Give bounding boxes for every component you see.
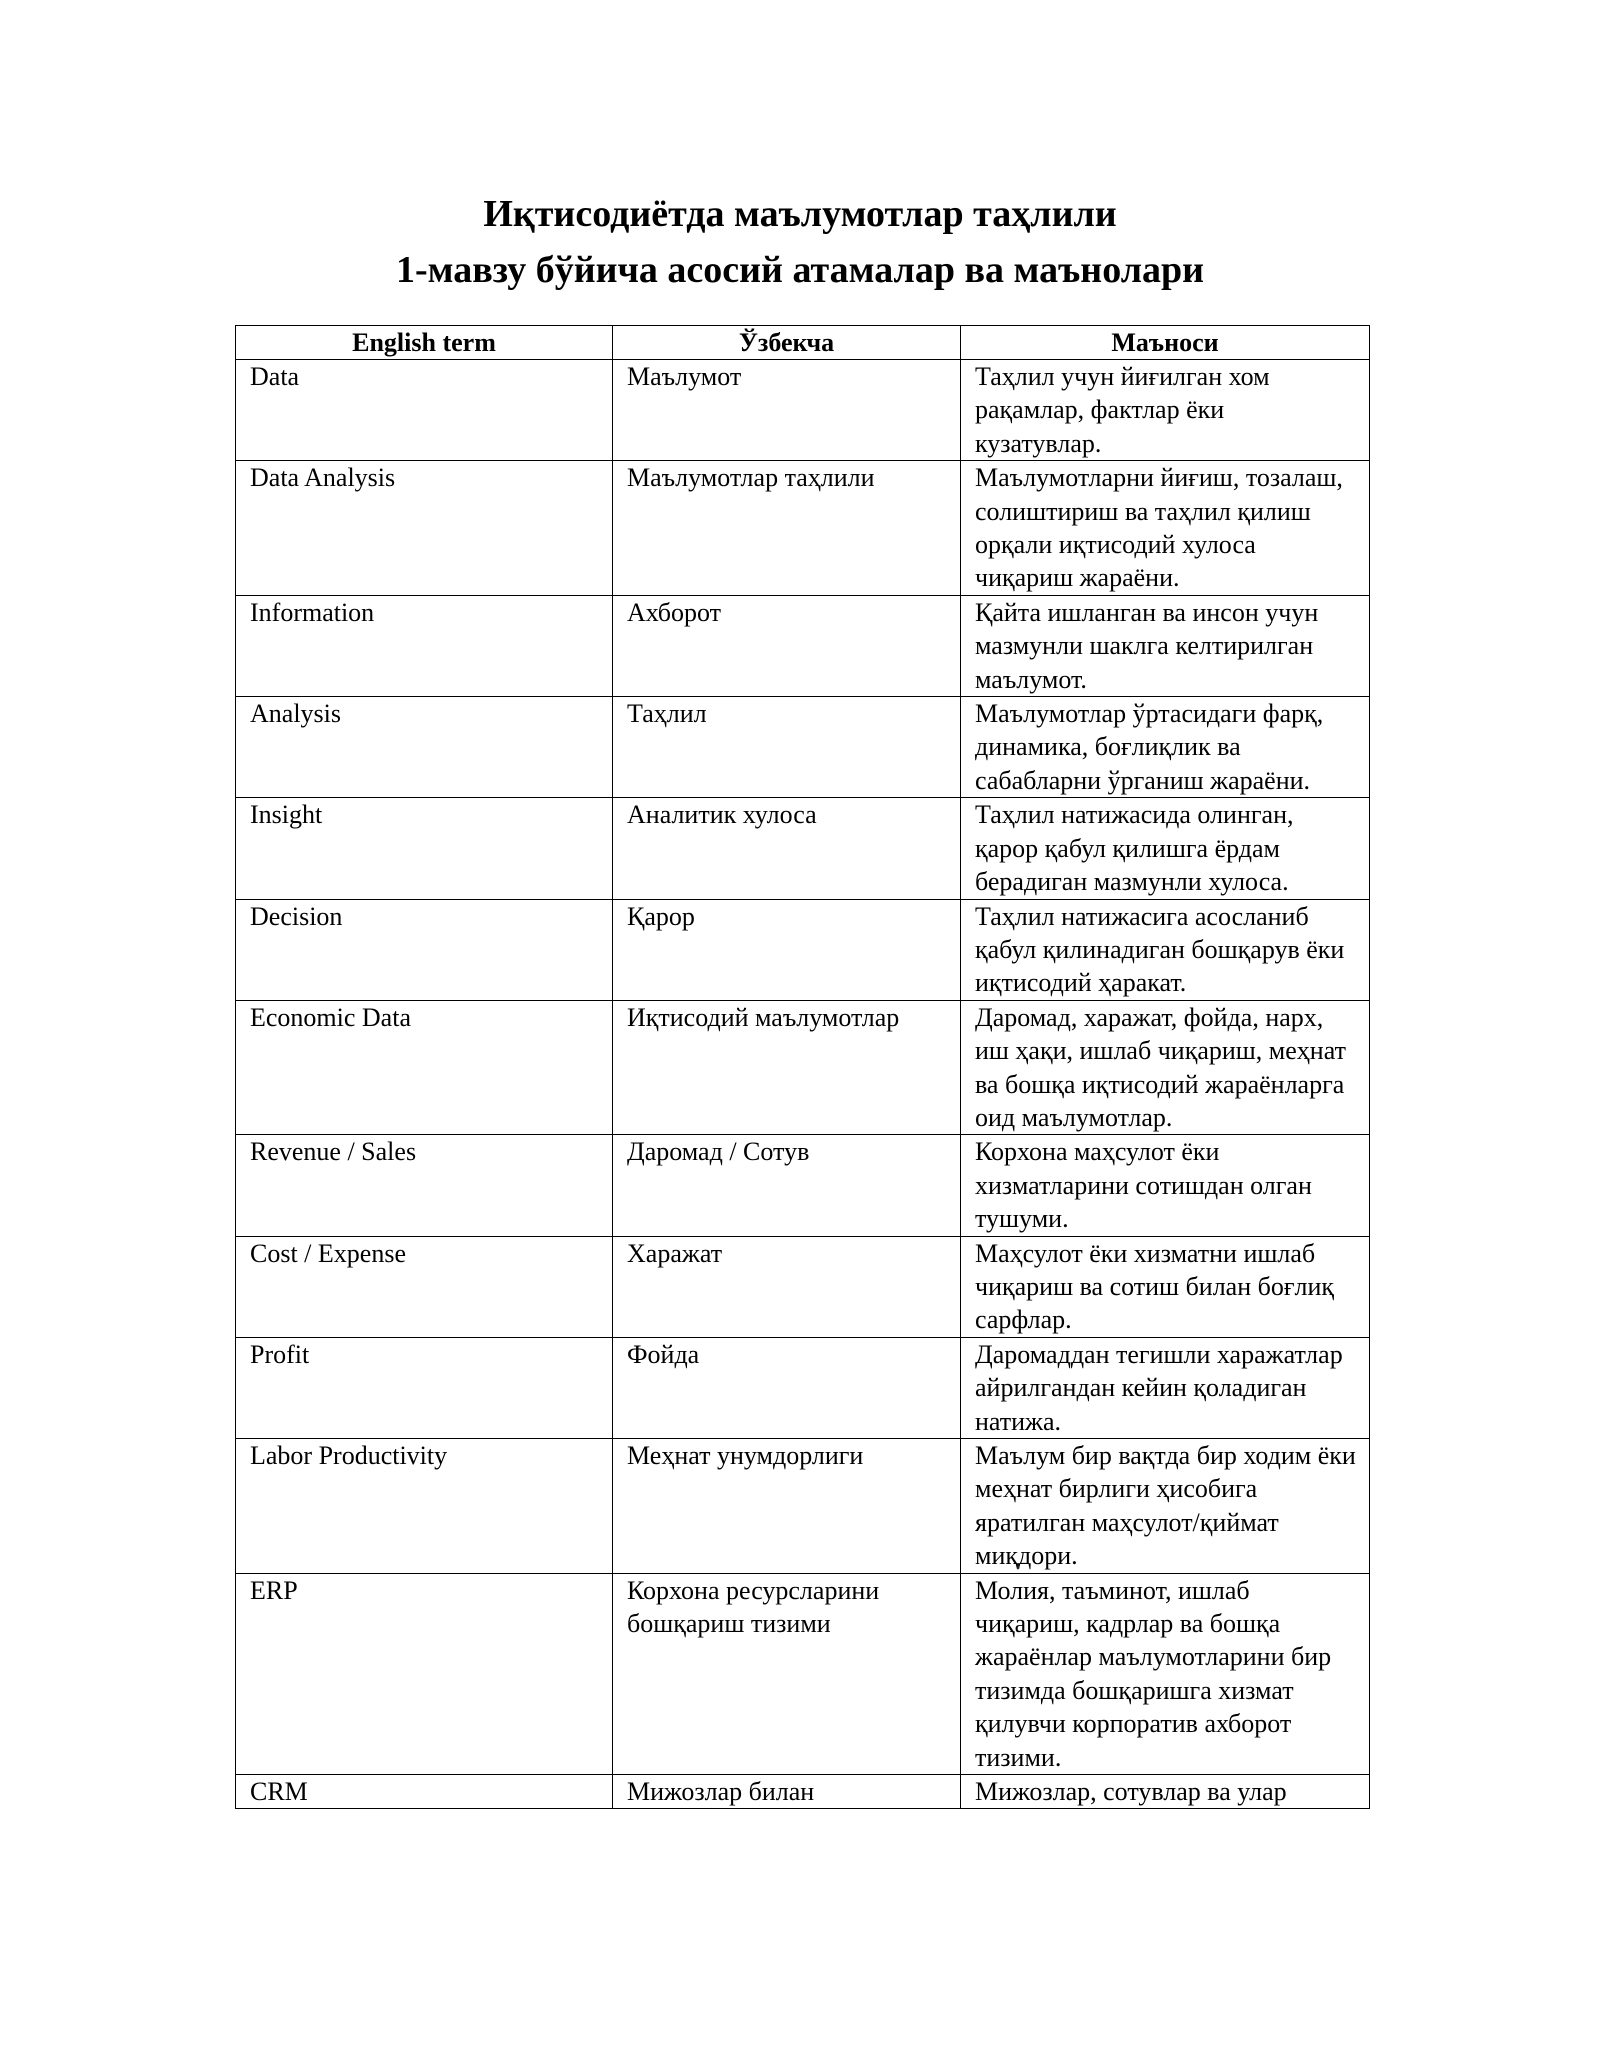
english-term-cell: Economic Data <box>236 1000 613 1135</box>
uzbek-term-cell: Фойда <box>613 1337 961 1438</box>
english-term-cell: Data <box>236 360 613 461</box>
meaning-cell: Даромад, харажат, фойда, нарх, иш ҳақи, ишлаб чиқариш, меҳнат ва бошқа иқтисодий жараёнларга оид маълумотлар. <box>961 1000 1370 1135</box>
english-term-cell: Insight <box>236 798 613 899</box>
meaning-cell: Мижозлар, сотувлар ва улар <box>961 1775 1370 1809</box>
english-term-cell: CRM <box>236 1775 613 1809</box>
table-row <box>236 461 1370 596</box>
english-term-cell: Revenue / Sales <box>236 1135 613 1236</box>
meaning-cell: Корхона маҳсулот ёки хизматларини сотишдан олган тушуми. <box>961 1135 1370 1236</box>
table-row <box>236 1337 1370 1438</box>
uzbek-term-cell: Қарор <box>613 899 961 1000</box>
english-term-cell: Labor Productivity <box>236 1439 613 1574</box>
meaning-cell: Молия, таъминот, ишлаб чиқариш, кадрлар ва бошқа жараёнлар маълумотларини бир тизимда бошқаришга хизмат қилувчи корпоратив ахборот тизими. <box>961 1573 1370 1774</box>
uzbek-term-cell: Ахборот <box>613 595 961 696</box>
table-row <box>236 595 1370 696</box>
english-term-cell: Analysis <box>236 697 613 798</box>
table-row <box>236 1135 1370 1236</box>
table-row <box>236 1573 1370 1774</box>
table-row <box>236 697 1370 798</box>
table-row <box>236 1236 1370 1337</box>
uzbek-term-cell: Маълумот <box>613 360 961 461</box>
title-line-2: 1-мавзу бўйича асосий атамалар ва маънолари <box>395 249 1205 291</box>
uzbek-term-cell: Мижозлар билан <box>613 1775 961 1809</box>
meaning-cell: Таҳлил натижасига асосланиб қабул қилинадиган бошқарув ёки иқтисодий ҳаракат. <box>961 899 1370 1000</box>
uzbek-term-cell: Иқтисодий маълумотлар <box>613 1000 961 1135</box>
table-row <box>236 798 1370 899</box>
header-uzbek: Ўзбекча <box>613 326 961 360</box>
title-line-1: Иқтисодиётда маълумотлар таҳлили <box>483 193 1117 235</box>
meaning-cell: Таҳлил учун йиғилган хом рақамлар, фактлар ёки кузатувлар. <box>961 360 1370 461</box>
meaning-cell: Қайта ишланган ва инсон учун мазмунли шаклга келтирилган маълумот. <box>961 595 1370 696</box>
uzbek-term-cell: Даромад / Сотув <box>613 1135 961 1236</box>
table-row <box>236 360 1370 461</box>
uzbek-term-cell: Корхона ресурсларини бошқариш тизими <box>613 1573 961 1774</box>
table-header-row <box>236 326 1370 360</box>
glossary-table <box>235 325 1370 1809</box>
uzbek-term-cell: Меҳнат унумдорлиги <box>613 1439 961 1574</box>
uzbek-term-cell: Харажат <box>613 1236 961 1337</box>
meaning-cell: Таҳлил натижасида олинган, қарор қабул қилишга ёрдам берадиган мазмунли хулоса. <box>961 798 1370 899</box>
table-row <box>236 1775 1370 1809</box>
english-term-cell: Information <box>236 595 613 696</box>
document-title <box>0 186 1600 298</box>
table-row <box>236 1439 1370 1574</box>
english-term-cell: Data Analysis <box>236 461 613 596</box>
uzbek-term-cell: Таҳлил <box>613 697 961 798</box>
english-term-cell: Cost / Expense <box>236 1236 613 1337</box>
header-english-term: English term <box>236 326 613 360</box>
meaning-cell: Маълумотлар ўртасидаги фарқ, динамика, боғлиқлик ва сабабларни ўрганиш жараёни. <box>961 697 1370 798</box>
meaning-cell: Даромаддан тегишли харажатлар айрилгандан кейин қоладиган натижа. <box>961 1337 1370 1438</box>
header-meaning: Маъноси <box>961 326 1370 360</box>
english-term-cell: ERP <box>236 1573 613 1774</box>
meaning-cell: Маълум бир вақтда бир ходим ёки меҳнат бирлиги ҳисобига яратилган маҳсулот/қиймат миқдори. <box>961 1439 1370 1574</box>
meaning-cell: Маълумотларни йиғиш, тозалаш, солиштириш ва таҳлил қилиш орқали иқтисодий хулоса чиқариш жараёни. <box>961 461 1370 596</box>
table-row <box>236 1000 1370 1135</box>
english-term-cell: Decision <box>236 899 613 1000</box>
english-term-cell: Profit <box>236 1337 613 1438</box>
uzbek-term-cell: Аналитик хулоса <box>613 798 961 899</box>
meaning-cell: Маҳсулот ёки хизматни ишлаб чиқариш ва сотиш билан боғлиқ сарфлар. <box>961 1236 1370 1337</box>
uzbek-term-cell: Маълумотлар таҳлили <box>613 461 961 596</box>
table-row <box>236 899 1370 1000</box>
